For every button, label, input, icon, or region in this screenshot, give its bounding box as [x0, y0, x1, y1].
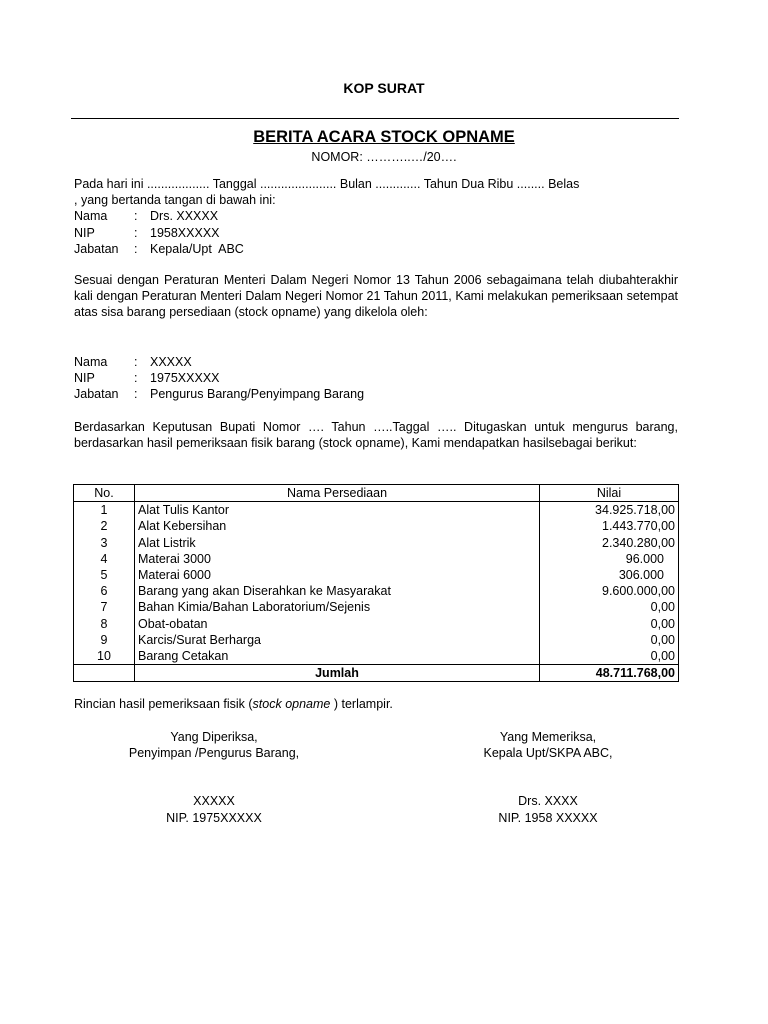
closing-text: ) terlampir. [330, 697, 393, 711]
signature-block-left [84, 729, 344, 826]
letterhead-placeholder: KOP SURAT [343, 80, 425, 96]
signature-title: Kepala Upt/SKPA ABC, [483, 746, 613, 761]
table-row [74, 502, 679, 519]
table-total-row [74, 665, 679, 682]
row-number: 7 [74, 599, 135, 615]
item-name: Materai 3000 [135, 551, 540, 567]
item-value: 0,00 [540, 632, 679, 648]
field-value: 1958XXXXX [150, 225, 220, 240]
table-row [74, 551, 679, 567]
row-number: 1 [74, 502, 135, 519]
item-name: Karcis/Surat Berharga [135, 632, 540, 648]
field-label: Nama [74, 355, 108, 369]
table-row [74, 599, 679, 615]
signatory-name: Drs. XXXX [518, 794, 578, 809]
closing-statement [74, 696, 678, 712]
field-value: Pengurus Barang/Penyimpang Barang [150, 387, 365, 402]
document-number: NOMOR: ………..…/20…. [311, 150, 457, 164]
opening-line: , yang bertanda tangan di bawah ini: [74, 193, 276, 208]
field-separator: : [134, 355, 138, 369]
row-number: 2 [74, 518, 135, 534]
decree-paragraph: Berdasarkan Keputusan Bupati Nomor …. Tahun …..Taggal ….. Ditugaskan untuk mengurus barang, berdasarkan hasil pemeriksaan fisik barang (stock opname), Kami mendapatkan hasilsebagai berikut: [74, 420, 678, 451]
official-position-row [74, 241, 678, 257]
signatory-nip: NIP. 1958 XXXXX [498, 810, 598, 825]
table-row [74, 583, 679, 599]
table-row [74, 616, 679, 632]
total-label: Jumlah [135, 665, 540, 682]
signature-block-right [418, 729, 678, 826]
row-number: 6 [74, 583, 135, 599]
field-value: XXXXX [150, 355, 192, 369]
column-header-name: Nama Persediaan [135, 485, 540, 502]
field-separator: : [134, 209, 138, 224]
official-nip-row [74, 225, 678, 241]
item-value: 1.443.770,00 [540, 518, 679, 534]
closing-italic-text: stock opname [252, 697, 331, 711]
total-empty-cell [74, 665, 135, 682]
field-label: Jabatan [74, 241, 119, 256]
row-number: 4 [74, 551, 135, 567]
item-name: Barang Cetakan [135, 648, 540, 665]
item-value: 306.000 [540, 567, 679, 583]
row-number: 5 [74, 567, 135, 583]
item-name: Materai 6000 [135, 567, 540, 583]
total-value: 48.711.768,00 [540, 665, 679, 682]
field-value: Drs. XXXXX [150, 209, 219, 224]
field-separator: : [134, 371, 138, 386]
table-row [74, 567, 679, 583]
item-name: Alat Tulis Kantor [135, 502, 540, 519]
item-name: Alat Listrik [135, 535, 540, 551]
official-name-row [74, 208, 678, 224]
field-label: Nama [74, 209, 108, 224]
signatory-nip: NIP. 1975XXXXX [166, 810, 262, 825]
field-label: NIP [74, 225, 95, 240]
custodian-section [74, 354, 678, 403]
field-separator: : [134, 225, 138, 240]
item-value: 96.000 [540, 551, 679, 567]
field-value: 1975XXXXX [150, 371, 220, 386]
custodian-nip-row [74, 370, 678, 386]
custodian-name-row [74, 354, 678, 370]
item-name: Obat-obatan [135, 616, 540, 632]
item-name: Bahan Kimia/Bahan Laboratorium/Sejenis [135, 599, 540, 615]
item-value: 0,00 [540, 616, 679, 632]
field-value: Kepala/Upt ABC [150, 241, 244, 256]
inventory-table [73, 484, 679, 682]
signature-title: Penyimpan /Pengurus Barang, [128, 746, 300, 761]
table-row [74, 632, 679, 648]
row-number: 9 [74, 632, 135, 648]
custodian-position-row [74, 386, 678, 402]
column-header-value: Nilai [540, 485, 679, 502]
signature-space [418, 761, 678, 793]
signature-space [84, 761, 344, 793]
item-value: 9.600.000,00 [540, 583, 679, 599]
item-value: 0,00 [540, 599, 679, 615]
letterhead-divider [71, 118, 679, 119]
field-label: Jabatan [74, 387, 119, 402]
item-name: Barang yang akan Diserahkan ke Masyarakat [135, 583, 540, 599]
item-value: 0,00 [540, 648, 679, 665]
regulation-paragraph: Sesuai dengan Peraturan Menteri Dalam Negeri Nomor 13 Tahun 2006 sebagaimana telah diubahterakhir kali dengan Peraturan Menteri Dalam Negeri Nomor 21 Tahun 2011, Kami melakukan pemeriksaan setempat atas sisa barang persediaan (stock opname) yang dikelola oleh: [74, 273, 678, 320]
table-header-row [74, 485, 679, 502]
row-number: 3 [74, 535, 135, 551]
table-row [74, 648, 679, 665]
signature-role: Yang Diperiksa, [170, 730, 258, 744]
opening-section [74, 176, 678, 257]
row-number: 8 [74, 616, 135, 632]
column-header-no: No. [74, 485, 135, 502]
item-name: Alat Kebersihan [135, 518, 540, 534]
signature-role: Yang Memeriksa, [499, 730, 597, 744]
table-row [74, 518, 679, 534]
item-value: 2.340.280,00 [540, 535, 679, 551]
row-number: 10 [74, 648, 135, 665]
opening-line: Pada hari ini .................. Tanggal ...................... Bulan ............. Tahun Dua Ribu ........ Belas [74, 177, 580, 191]
item-value: 34.925.718,00 [540, 502, 679, 519]
field-label: NIP [74, 371, 95, 386]
closing-text: Rincian hasil pemeriksaan fisik ( [74, 697, 253, 711]
field-separator: : [134, 387, 138, 402]
signatory-name: XXXXX [193, 794, 235, 809]
document-title: BERITA ACARA STOCK OPNAME [253, 128, 515, 146]
field-separator: : [134, 241, 138, 256]
table-row [74, 535, 679, 551]
